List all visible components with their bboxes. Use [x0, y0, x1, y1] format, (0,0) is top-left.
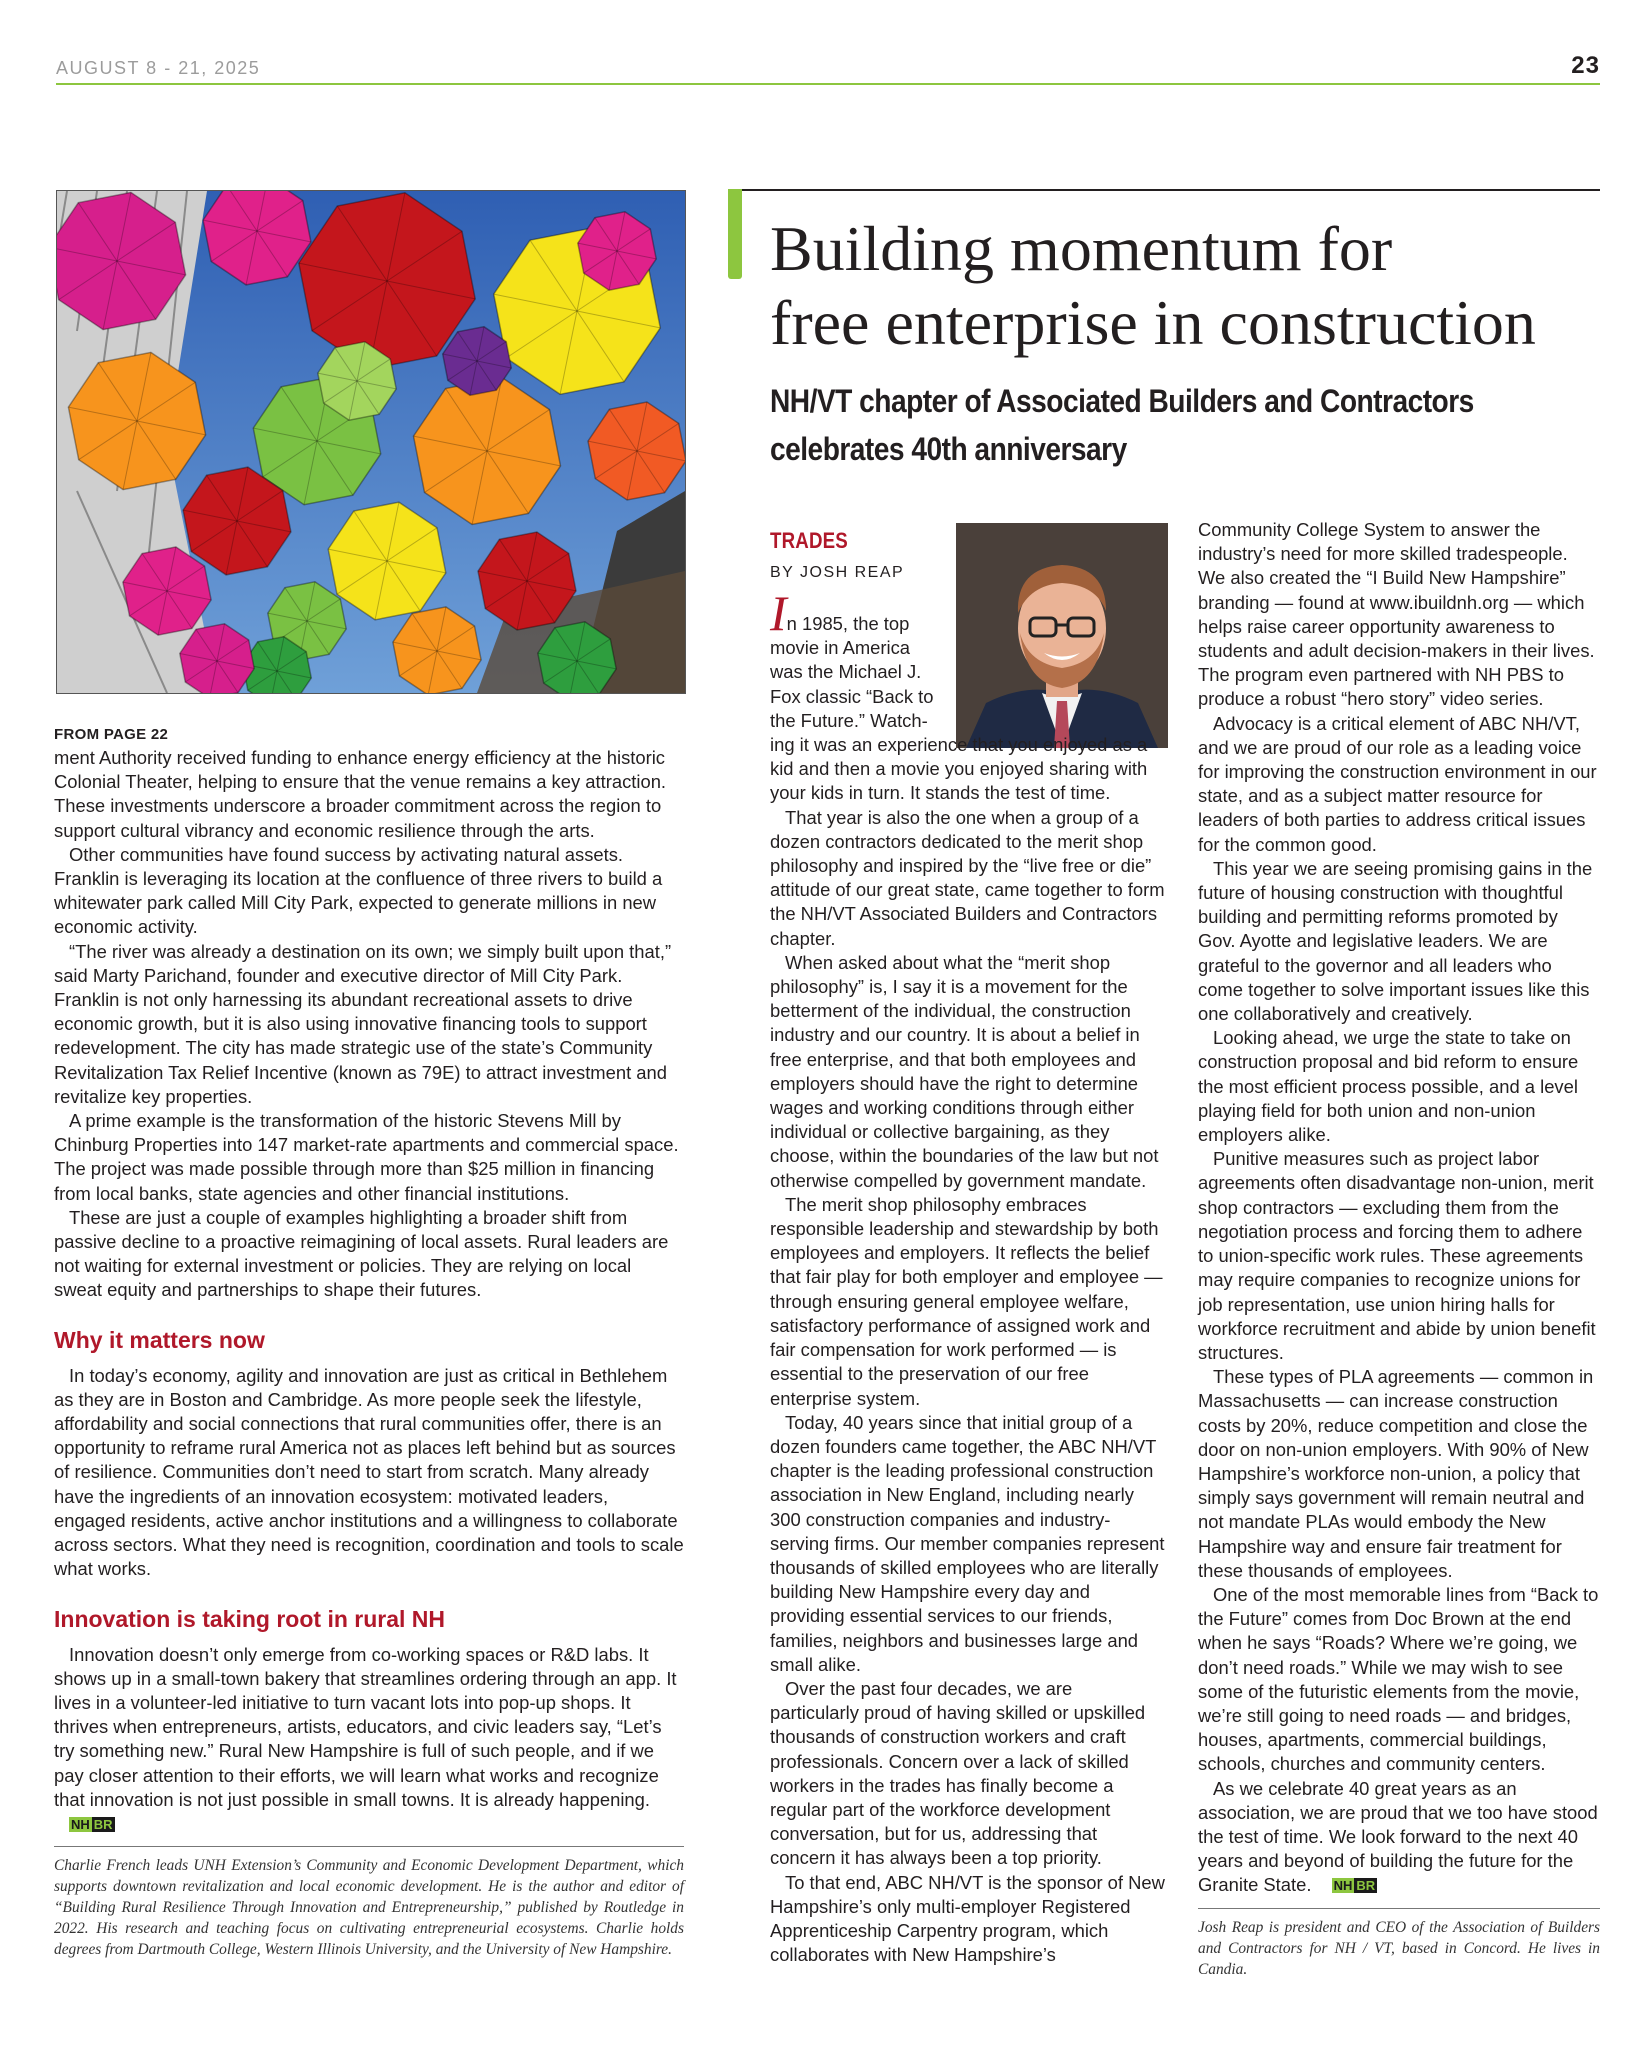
paragraph: These are just a couple of examples highlighting a broader shift from passive decline to a proactive reimagining of local assets. Rural leaders are not waiting for external investment or policies. They are relying on local sweat equity and partnerships to shape their futures. [54, 1206, 669, 1301]
deck-line: NH/VT chapter of Associated Builders and Contractors [770, 383, 1474, 419]
header-rule [56, 83, 1600, 85]
paragraph: Today, 40 years since that initial group of a dozen founders came together, the ABC NH/VT chapter is the leading professional construction association in New England, including nearly 300 construction companies and industry-serving firms. Our member companies represent thousands of skilled employees who are literally building New Hampshire every day and providing essential services to our friends, families, neighbors and businesses large and small alike. [770, 1411, 1165, 1675]
article-opening [770, 585, 1166, 806]
umbrella-photo [56, 190, 686, 694]
paragraph: Advocacy is a critical element of ABC NH/VT, and we are proud of our role as a leading voice for improving the construction environment in our state, and as a subject matter resource for leaders of both parties to address critical issues for the common good. [1198, 712, 1597, 855]
paragraph: Punitive measures such as project labor agreements often disadvantage non-union, merit shop contractors — excluding them from the negotiation process and forcing them to adhere to union-specific work rules. These agreements may require companies to recognize unions for job representation, use union hiring halls for workforce recruitment and abide by union benefit structures. [1198, 1148, 1596, 1363]
paragraph-text: As we celebrate 40 great years as an association, we are proud that we too have stood the test of time. We look forward to the next 40 years and beyond of building the future for the Granite State. [1198, 1777, 1598, 1896]
paragraph: Community College System to answer the industry’s need for more skilled tradespeople. We also created the “I Build New Hampshire” branding — found at www.ibuildnh.org — which helps raise career opportunity awareness to students and adult decision-makers in their lives. The program even partnered with NH PBS to produce a robust “hero story” video series. [1198, 519, 1595, 710]
byline: BY JOSH REAP [770, 564, 905, 581]
bio-divider [54, 1846, 684, 1847]
paragraph: One of the most memorable lines from “Back to the Future” comes from Doc Brown at the end when he says “Roads? Where we’re going, we don’t need roads.” While we may wish to see some of the futuristic elements from the movie, we’re still going to need roads — and bridges, houses, apartments, commercial buildings, schools, churches and community centers. [1198, 1583, 1599, 1775]
page-number: 23 [1571, 52, 1600, 79]
continued-from-label: FROM PAGE 22 [54, 726, 169, 743]
deck [770, 377, 1474, 473]
opening-line: the Future.” Watch- [770, 709, 928, 731]
headline-line: free enterprise in construction [770, 287, 1536, 358]
drop-cap: I [770, 585, 787, 641]
opening-line: Fox classic “Back to [770, 685, 934, 707]
umbrella-illustration [57, 191, 685, 693]
section-label: TRADES [770, 528, 848, 553]
opening-line: was the Michael J. [770, 661, 922, 683]
accent-bar [728, 189, 742, 279]
headline-line: Building momentum for [770, 213, 1393, 284]
paragraph: A prime example is the transformation of the historic Stevens Mill by Chinburg Properties into 147 market-rate apartments and commercial space. The project was made possible through more than $25 million in financing from local banks, state agencies and other financial institutions. [54, 1110, 679, 1204]
opening-line: movie in America [770, 637, 911, 659]
deck-line: celebrates 40th anniversary [770, 431, 1127, 467]
paragraph: “The river was already a destination on its own; we simply built upon that,” said Marty Parichand, founder and executive director of Mill City Park. Franklin is not only harnessing its abundant recreational assets to drive economic growth, but it is also using innovative financing tools to support redevelopment. The city has made strategic use of the state’s Community Revitalization Tax Relief Incentive (known as 79E) to attract investment and revitalize key properties. [54, 940, 672, 1107]
nhbr-logo: NH BR [1333, 1878, 1376, 1894]
paragraph: In today’s economy, agility and innovation are just as critical in Bethlehem as they are in Boston and Cambridge. As more people seek the lifestyle, affordability and social connections that rural communities offer, there is an opportunity to reframe rural America not as places left behind but as sources of resilience. Communities don’t need to start from scratch. Many already have the ingredients of an innovation ecosystem: motivated leaders, engaged residents, active anchor institutions and a willingness to collaborate across sectors. What they need is recognition, coordination and tools to scale what works. [54, 1364, 684, 1580]
paragraph: To that end, ABC NH/VT is the sponsor of New Hampshire’s only multi-employer Registered Apprenticeship Carpentry program, which collaborates with New Hampshire’s [770, 1871, 1165, 1966]
author-bio: Charlie French leads UNH Extension’s Community and Economic Development Department, which supports downtown revitalization and local economic development. He is the author and editor of “Building Rural Resilience Through Innovation and Entrepreneurship,” published by Routledge in 2022. His research and teaching focus on cultivating entrepreneurial ecosystems. Charlie holds degrees from Dartmouth College, Western Illinois University, and the University of New Hampshire. [54, 1857, 684, 1959]
paragraph: ment Authority received funding to enhance energy efficiency at the historic Colonial Theater, helping to ensure that the venue remains a key attraction. These investments underscore a broader commitment across the region to support cultural vibrancy and economic resilience through the arts. [54, 747, 667, 841]
author-bio: Josh Reap is president and CEO of the Association of Builders and Contractors for NH / VT, based in Concord. He lives in Candia. [1198, 1918, 1600, 1978]
paragraph: The merit shop philosophy embraces responsible leadership and stewardship by both employees and employers. It reflects the belief that fair play for both employer and employee — through ensuring general employee welfare, satisfactory performance of assigned work and fair compensation for work performed — is essential to the preservation of our free enterprise system. [770, 1193, 1163, 1409]
paragraph [54, 1643, 684, 1837]
paragraph-text: Innovation doesn’t only emerge from co-working spaces or R&D labs. It shows up in a small-town bakery that streamlines ordering through an app. It lives in a volunteer-led initiative to turn vacant lots into pop-up shops. It thrives when entrepreneurs, artists, educators, and civic leaders say, “Let’s try something new.” Rural New Hampshire is full of such people, and if we pay closer attention to their efforts, we will learn what works and recognize that innovation is not just possible in small towns. It is already happening. [54, 1643, 677, 1810]
article-column-3 [1198, 518, 1600, 1980]
left-column [54, 726, 684, 1960]
paragraph: Over the past four decades, we are particularly proud of having skilled or upskilled thousands of construction workers and craft professionals. Concern over a lack of skilled workers in the trades has finally become a regular part of the workforce development conversation, but for us, addressing that concern it has always been a top priority. [770, 1677, 1146, 1869]
paragraph: These types of PLA agreements — common in Massachusetts — can increase construction costs by 20%, reduce competition and close the door on non-union employers. With 90% of New Hampshire’s workforce non-union, a policy that simply says government will remain neutral and not mandate PLAs would embody the New Hampshire way and ensure fair treatment for these thousands of employees. [1198, 1366, 1594, 1581]
paragraph: That year is also the one when a group of a dozen contractors dedicated to the merit shop philosophy and inspired by the “live free or die” attitude of our great state, came together to form the NH/VT Associated Builders and Contractors chapter. [770, 806, 1165, 949]
article-column-2 [770, 528, 1166, 1967]
paragraph: When asked about what the “merit shop philosophy” is, I say it is a movement for the betterment of the individual, the construction industry and our country. It is about a belief in free enterprise, and that both employees and employers should have the right to determine wages and working conditions through either individual or collective bargaining, as they choose, within the boundaries of the law but not otherwise compelled by government mandate. [770, 951, 1159, 1191]
opening-line: In 1985, the top [770, 585, 910, 641]
issue-date: AUGUST 8 - 21, 2025 [56, 58, 261, 78]
paragraph: Other communities have found success by activating natural assets. Franklin is leveraging its location at the confluence of three rivers to build a whitewater park called Mill City Park, expected to generate millions in new economic activity. [54, 843, 663, 938]
subhead-why-it-matters: Why it matters now [54, 1326, 265, 1353]
paragraph [1198, 1777, 1600, 1898]
nhbr-logo: NH BR [71, 1816, 113, 1832]
paragraph: This year we are seeing promising gains in the future of housing construction with thoughtful building and permitting reforms promoted by Gov. Ayotte and legislative leaders. We are grateful to the governor and all leaders who come together to solve important issues like this one collaboratively and creatively. [1198, 857, 1593, 1025]
paragraph: ing it was an experience that you enjoyed as a kid and then a movie you enjoyed sharing with your kids in turn. It stands the test of time. [770, 734, 1148, 804]
paragraph: Looking ahead, we urge the state to take on construction proposal and bid reform to ensure the most efficient process possible, and a level playing field for both union and non-union employers alike. [1198, 1027, 1579, 1146]
subhead-innovation: Innovation is taking root in rural NH [54, 1605, 446, 1632]
bio-divider [1198, 1908, 1600, 1909]
article-top-rule [735, 189, 1600, 191]
headline [770, 212, 1610, 360]
